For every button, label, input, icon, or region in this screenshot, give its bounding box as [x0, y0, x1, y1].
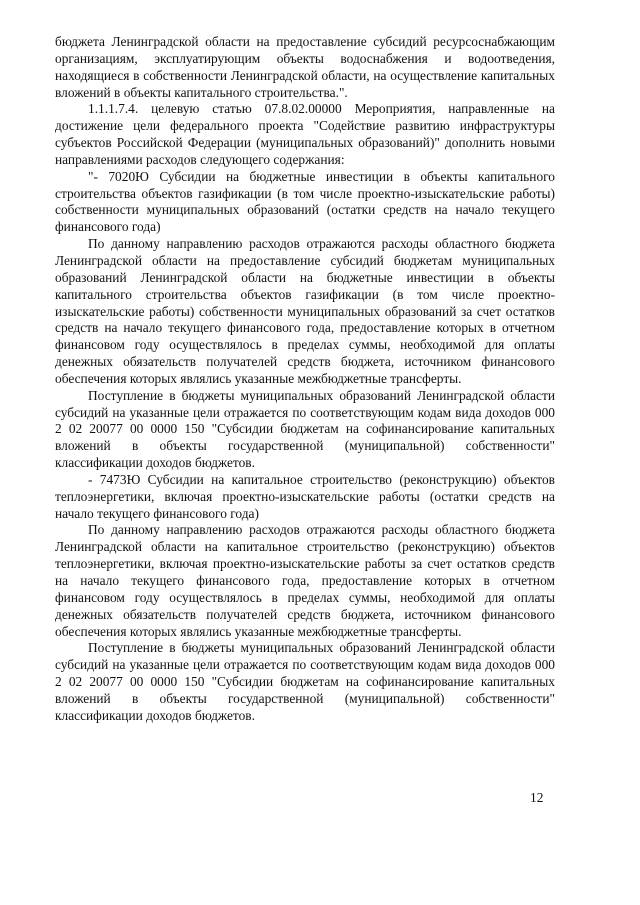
body-text: [55, 34, 555, 725]
paragraph-direction-7473-income: Поступление в бюджеты муниципальных образований Ленинградской области субсидий на указанные цели отражается по соответствующим кодам вида доходов 000 2 02 20077 00 0000 150 "Субсидии бюджетам на софинансирование капитальных вложений в объекты государственной (муниципальной) собственности" классификации доходов бюджетов.: [55, 640, 555, 723]
paragraph-target-article: 1.1.1.7.4. целевую статью 07.8.02.00000 Мероприятия, направленные на достижение цели федерального проекта "Содействие развитию инфраструктуры субъектов Российской Федерации (муниципальных образований)" дополнить новыми направлениями расходов следующего содержания:: [55, 101, 555, 167]
paragraph-direction-7473-description: По данному направлению расходов отражаются расходы областного бюджета Ленинградской области на капитальное строительство (реконструкцию) объектов теплоэнергетики, включая проектно-изыскательские работы за счет остатков средств на начало текущего финансового года, предоставление которых в отчетном финансовом году осуществлялось в пределах суммы, необходимой для оплаты денежных обязательств получателей средств бюджета, источником финансового обеспечения которых являлись указанные межбюджетные трансферты.: [55, 522, 555, 639]
page-number: 12: [530, 790, 544, 805]
paragraph-direction-7473: - 7473Ю Субсидии на капитальное строительство (реконструкцию) объектов теплоэнергетики, включая проектно-изыскательские работы (остатки средств на начало текущего финансового года): [55, 471, 555, 521]
paragraph-direction-7020-description: По данному направлению расходов отражаются расходы областного бюджета Ленинградской области на предоставление субсидий бюджетам муниципальных образований Ленинградской области на бюджетные инвестиции в объекты капитального строительства объектов газификации (в том числе проектно-изыскательские работы) собственности муниципальных образований за счет остатков средств на начало текущего финансового года, предоставление которых в отчетном финансовом году осуществлялось в пределах суммы, необходимой для оплаты денежных обязательств получателей средств бюджета, источником финансового обеспечения которых являлись указанные межбюджетные трансферты.: [55, 236, 555, 386]
paragraph-continuation: бюджета Ленинградской области на предоставление субсидий ресурсоснабжающим организациям, эксплуатирующим объекты водоснабжения и водоотведения, находящиеся в собственности Ленинградской области, на осуществление капитальных вложений в объекты капитального строительства.".: [55, 34, 555, 100]
paragraph-direction-7020: "- 7020Ю Субсидии на бюджетные инвестиции в объекты капитального строительства объектов газификации (в том числе проектно-изыскательские работы) собственности муниципальных образований (остатки средств на начало текущего финансового года): [55, 168, 555, 235]
paragraph-direction-7020-income: Поступление в бюджеты муниципальных образований Ленинградской области субсидий на указанные цели отражается по соответствующим кодам вида доходов 000 2 02 20077 00 0000 150 "Субсидии бюджетам на софинансирование капитальных вложений в объекты государственной (муниципальной) собственности" классификации доходов бюджетов.: [55, 387, 555, 471]
